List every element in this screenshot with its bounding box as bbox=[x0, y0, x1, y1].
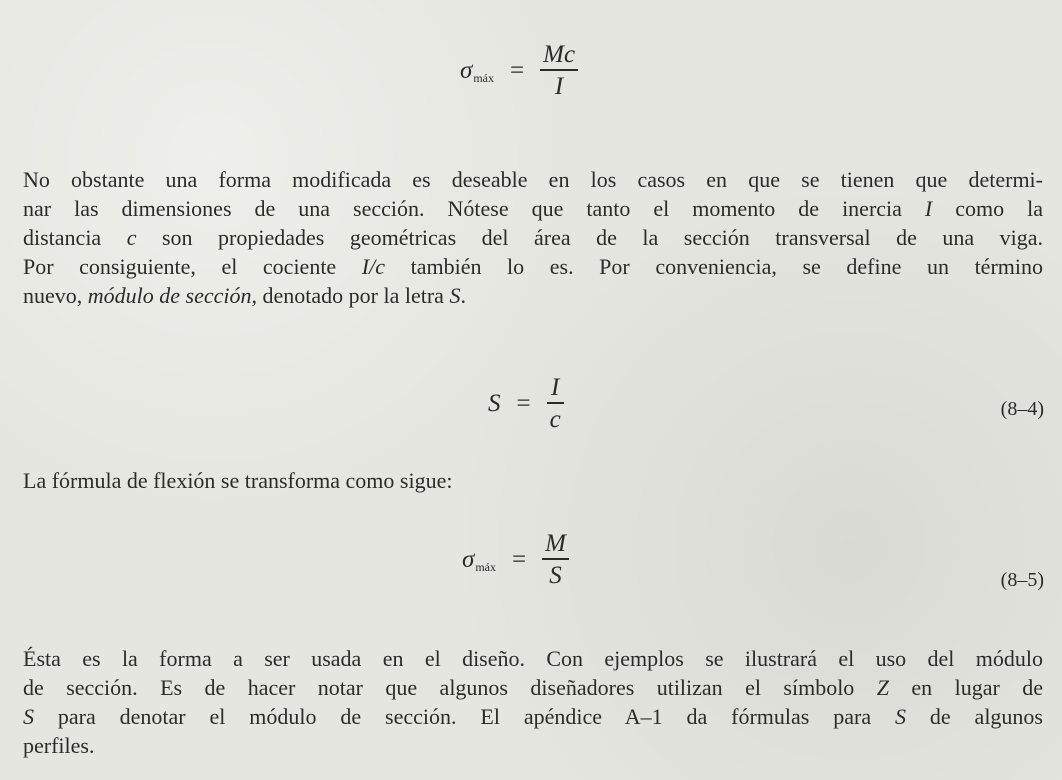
equation-section-modulus bbox=[488, 375, 564, 432]
fraction-denominator: I bbox=[554, 72, 564, 100]
fraction-bar bbox=[547, 402, 564, 404]
fraction-denominator: c bbox=[549, 405, 561, 433]
equals-sign: = bbox=[510, 56, 525, 84]
text-line: La fórmula de flexión se transforma como sigue: bbox=[23, 468, 453, 493]
paragraph-design-usage bbox=[23, 644, 1043, 760]
text-line: perfiles. bbox=[23, 733, 95, 758]
text-line: S para denotar el módulo de sección. El apéndice A–1 da fórmulas para S de algunos bbox=[23, 704, 1043, 729]
fraction-bar bbox=[542, 558, 569, 560]
fraction-denominator: S bbox=[549, 561, 562, 589]
equals-sign: = bbox=[512, 545, 527, 573]
text-line: No obstante una forma modificada es deseable en los casos en que se tienen que determi- bbox=[23, 167, 1043, 192]
fraction-numerator: Mc bbox=[543, 41, 576, 68]
equation-max-stress-mc-over-i bbox=[460, 42, 578, 99]
text-line: nuevo, módulo de sección, denotado por la letra S. bbox=[23, 283, 466, 308]
text-line: de sección. Es de hacer notar que algunos diseñadores utilizan el símbolo Z en lugar de bbox=[23, 675, 1043, 700]
fraction-numerator: M bbox=[545, 530, 566, 557]
fraction-bar bbox=[540, 69, 578, 71]
paragraph-section-modulus-intro bbox=[23, 165, 1043, 310]
equation-number-8-4: (8–4) bbox=[1000, 398, 1044, 420]
equation-lhs: σmáx bbox=[460, 56, 495, 85]
fraction bbox=[540, 42, 578, 99]
equation-max-stress-m-over-s bbox=[462, 531, 569, 588]
fraction bbox=[547, 375, 564, 432]
equation-lhs: σmáx bbox=[462, 545, 497, 574]
text-line: distancia c son propiedades geométricas del área de la sección transversal de una viga. bbox=[23, 225, 1043, 250]
equals-sign: = bbox=[516, 389, 531, 417]
equation-number-8-5: (8–5) bbox=[1000, 569, 1044, 591]
equation-lhs: S bbox=[488, 389, 501, 417]
fraction bbox=[542, 531, 569, 588]
text-line: Por consiguiente, el cociente I/c también lo es. Por conveniencia, se define un término bbox=[23, 254, 1043, 279]
fraction-numerator: I bbox=[551, 374, 560, 401]
text-line: Ésta es la forma a ser usada en el diseño. Con ejemplos se ilustrará el uso del módulo bbox=[23, 646, 1043, 671]
text-line: nar las dimensiones de una sección. Nótese que tanto el momento de inercia I como la bbox=[23, 196, 1043, 221]
paragraph-flexure-formula bbox=[23, 466, 1043, 495]
